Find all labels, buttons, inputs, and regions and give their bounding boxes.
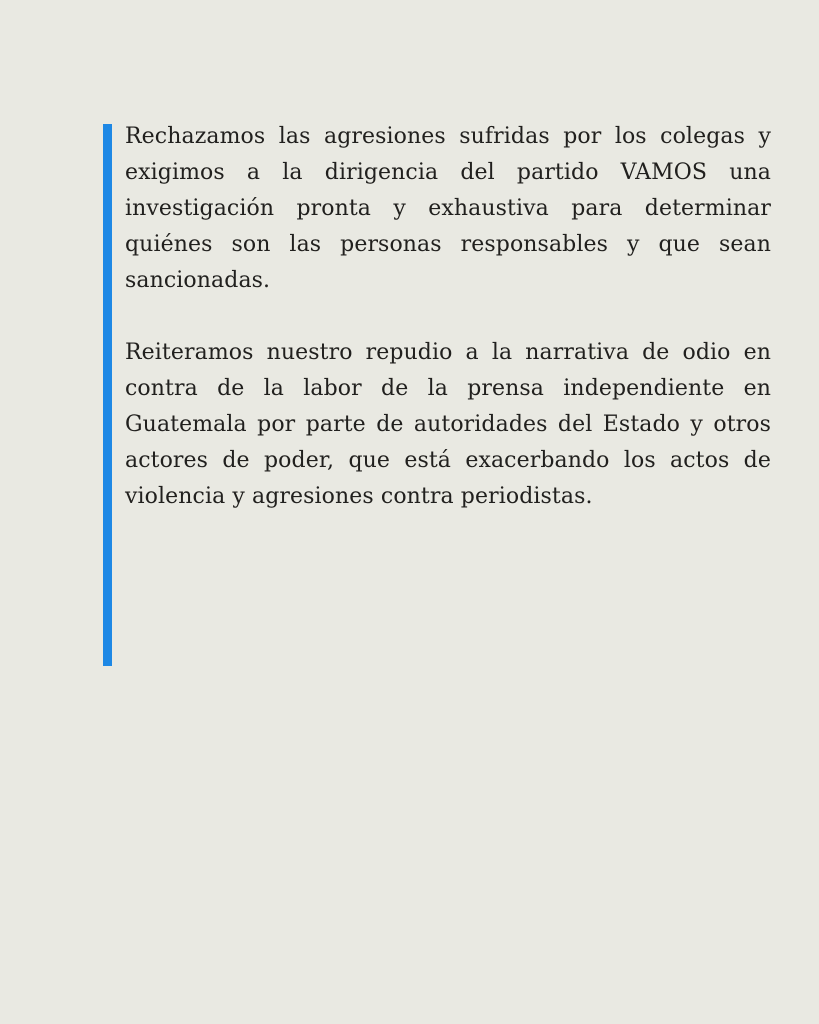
statement-paragraph-1: Rechazamos las agresiones sufridas por los colegas y exigimos a la dirigencia del partido VAMOS una investigación pronta y exhaustiva para determinar quiénes son las personas responsables y que sean sancionadas. [125,124,771,293]
statement-paragraph-2: Reiteramos nuestro repudio a la narrativa de odio en contra de la labor de la prensa independiente en Guatemala por parte de autoridades del Estado y otros actores de poder, que está exacerbando los actos de violencia y agresiones contra periodistas. [125,340,771,509]
statement-text [125,119,771,551]
accent-bar [103,124,112,666]
